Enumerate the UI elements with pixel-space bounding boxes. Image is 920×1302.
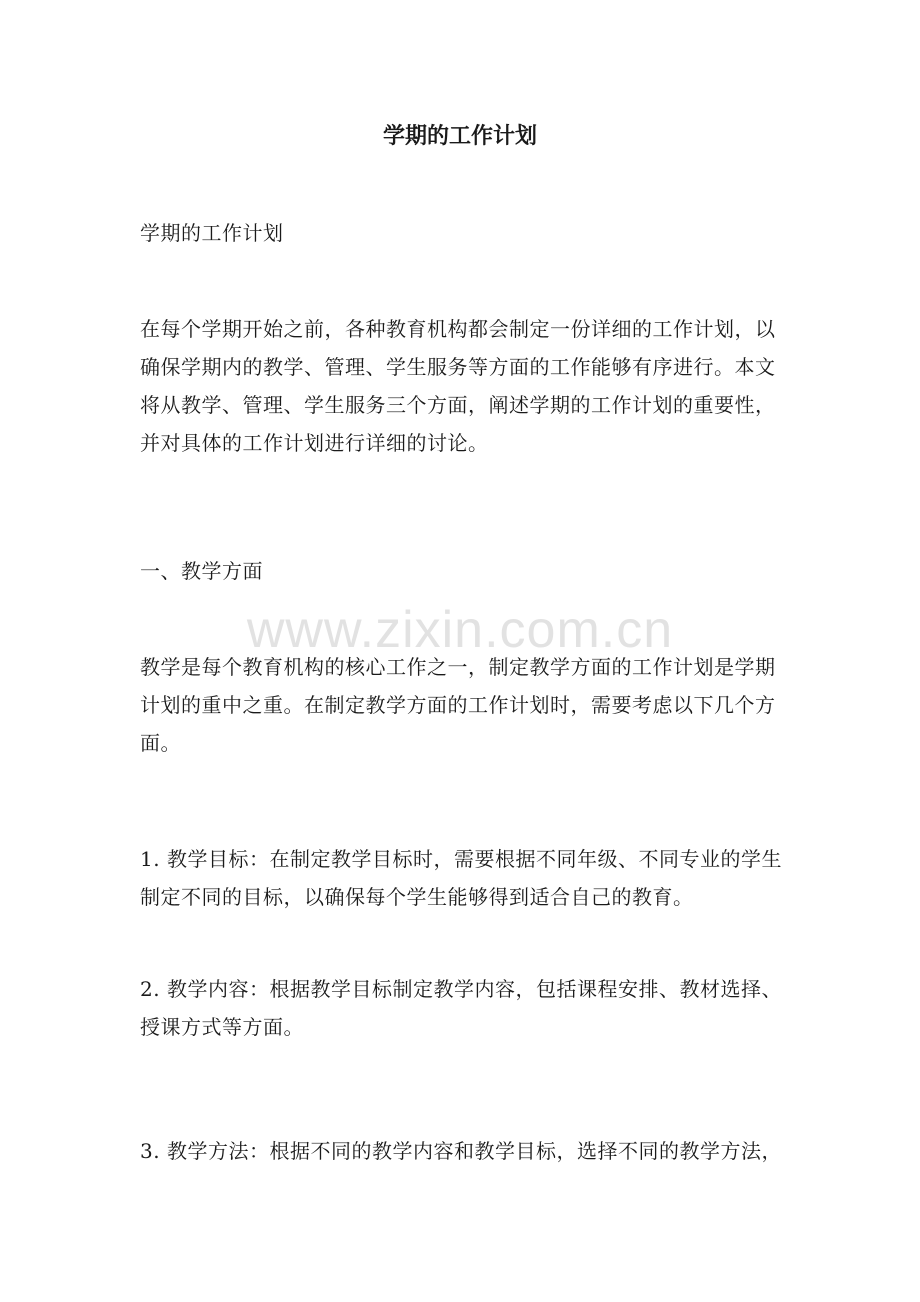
intro-paragraph: 在每个学期开始之前，各种教育机构都会制定一份详细的工作计划，以确保学期内的教学、管理、学生服务等方面的工作能够有序进行。本文将从教学、管理、学生服务三个方面，阐述学期的工作计划的重要性，并对具体的工作计划进行详细的讨论。 [140,317,776,455]
list-item-teaching-methods: 3. 教学方法：根据不同的教学内容和教学目标，选择不同的教学方法， [140,1139,782,1163]
watermark: www.zixin.com.cn [246,601,674,659]
list-item-teaching-goals: 1. 教学目标：在制定教学目标时，需要根据不同年级、不同专业的学生制定不同的目标，以确保每个学生能够得到适合自己的教育。 [140,847,782,909]
section-heading-teaching: 一、教学方面 [140,559,263,583]
document-subtitle: 学期的工作计划 [140,221,284,245]
list-item-teaching-content: 2. 教学内容：根据教学目标制定教学内容，包括课程安排、教材选择、授课方式等方面。 [140,977,782,1039]
document-title: 学期的工作计划 [382,123,537,149]
teaching-paragraph: 教学是每个教育机构的核心工作之一，制定教学方面的工作计划是学期计划的重中之重。在制定教学方面的工作计划时，需要考虑以下几个方面。 [140,655,776,755]
